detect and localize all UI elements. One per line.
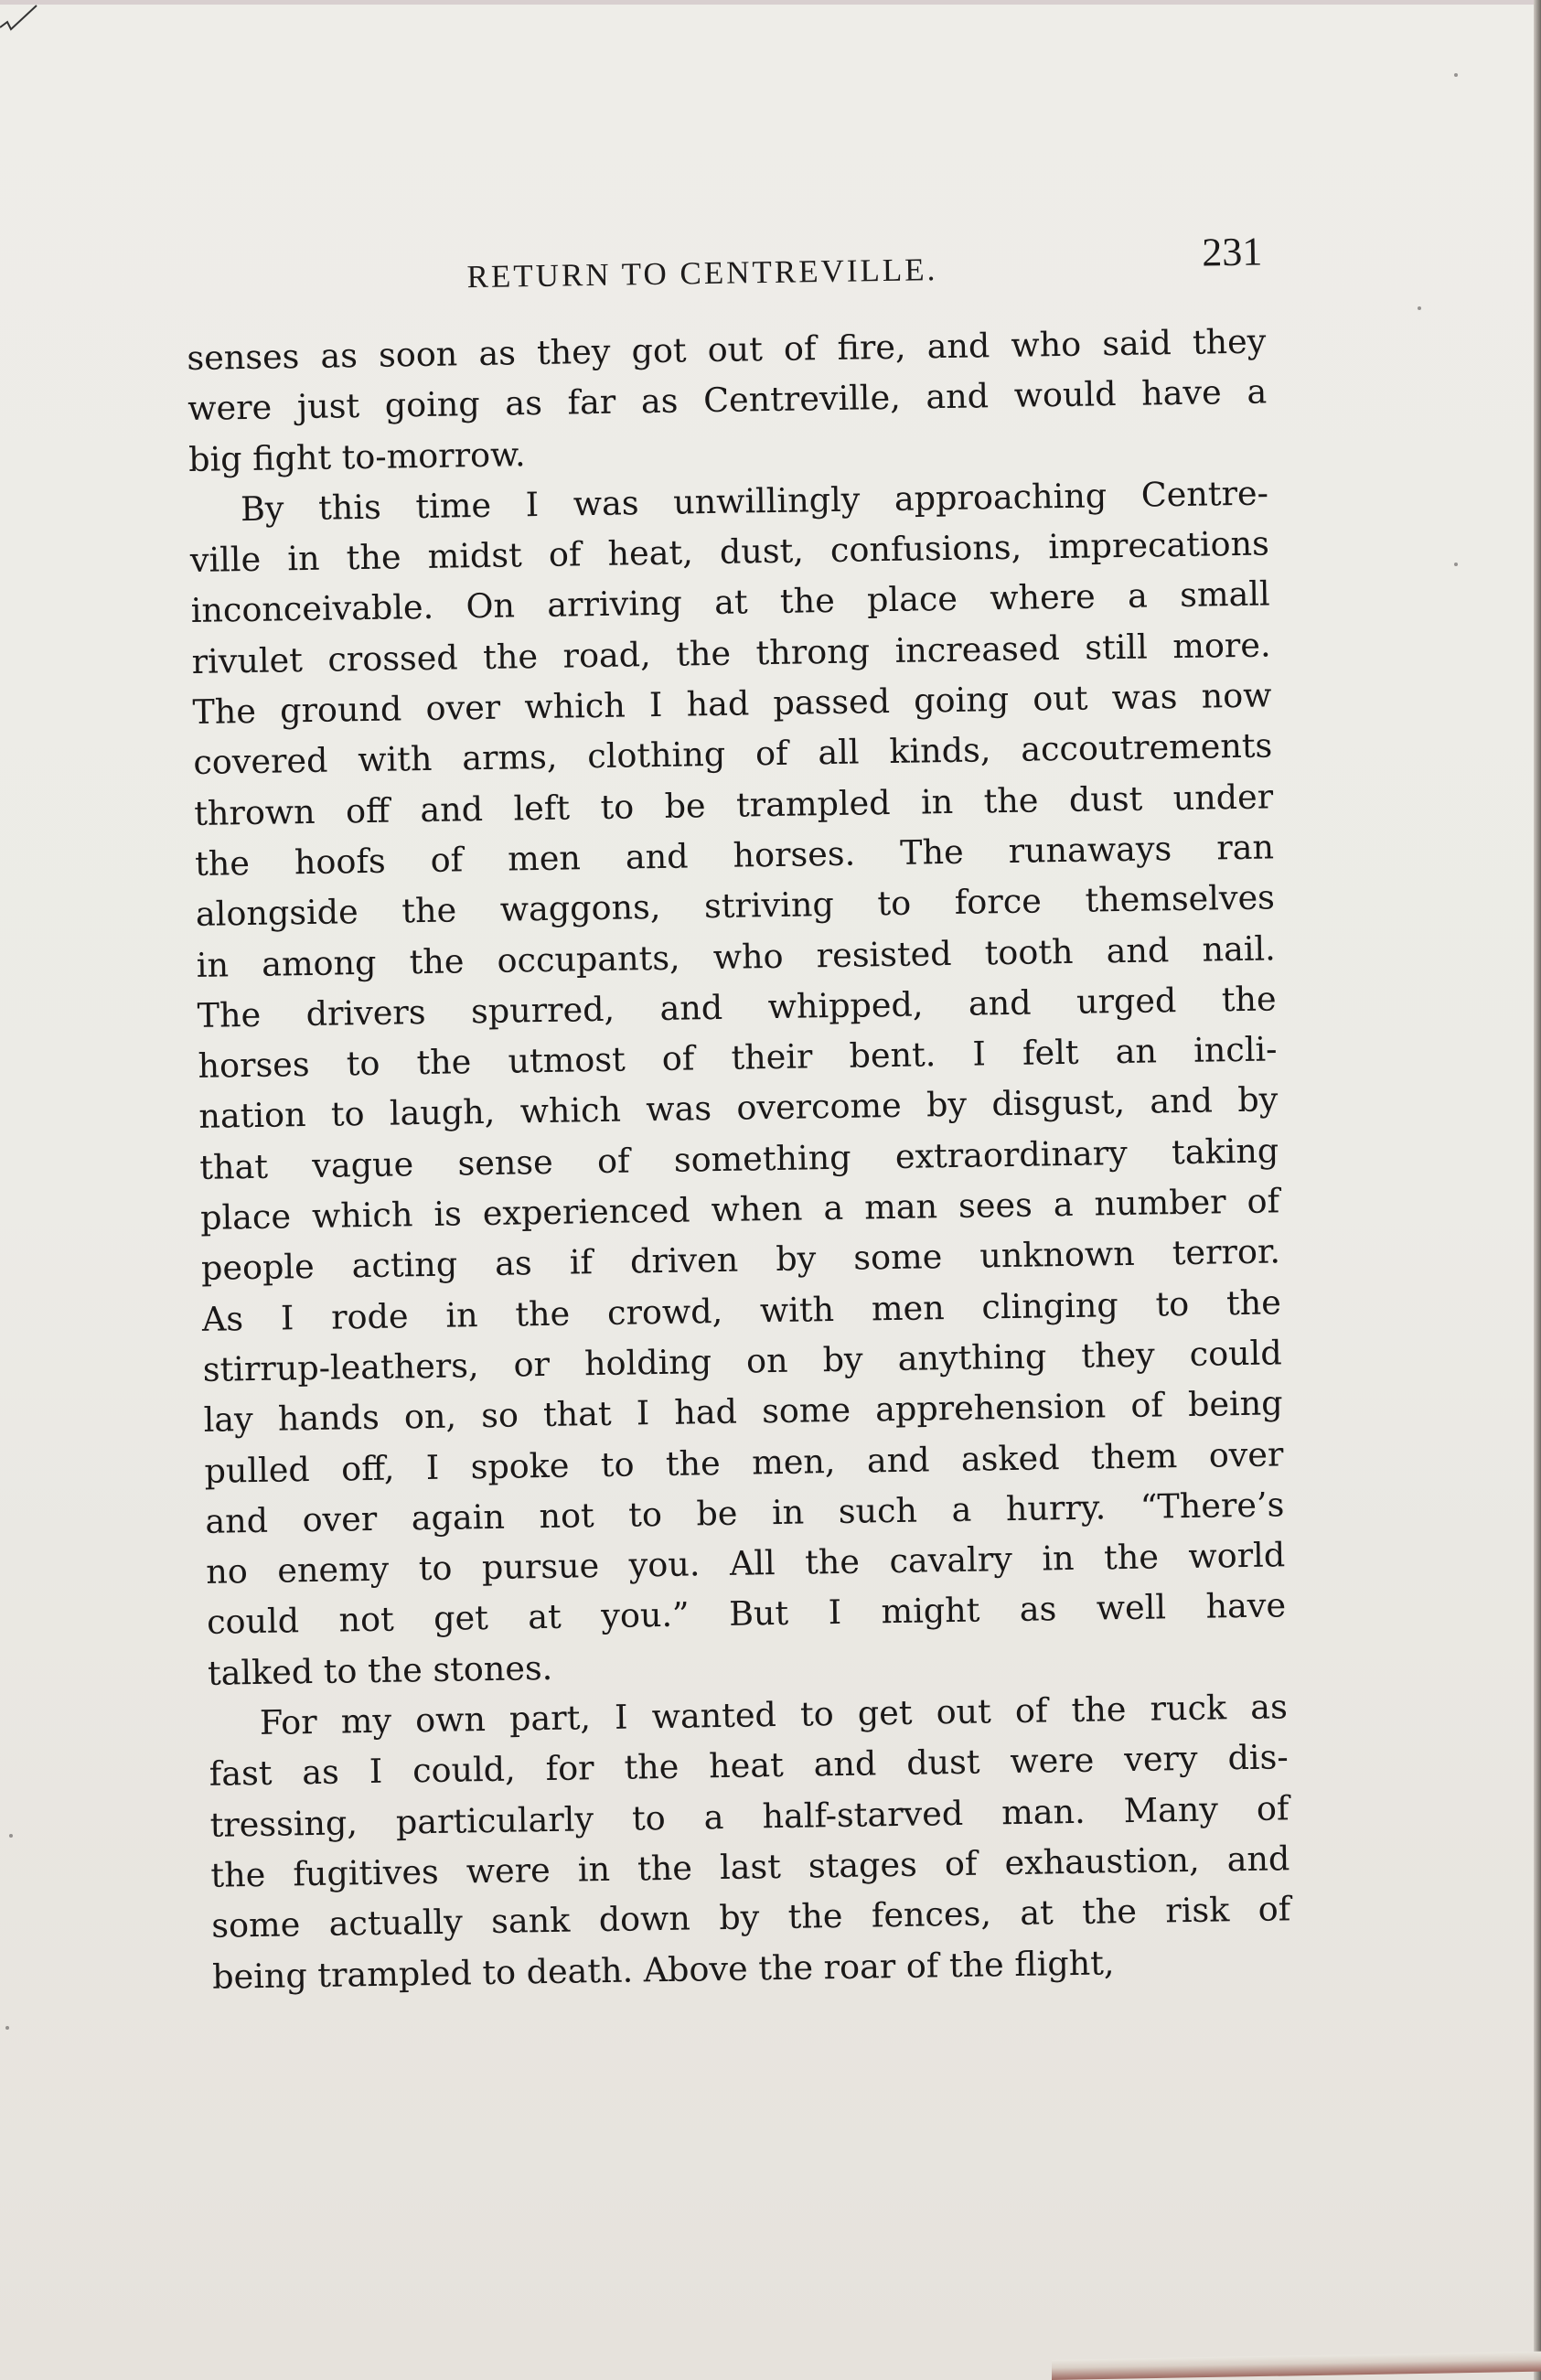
text-line: As I rode in the crowd, with men clinging to the <box>201 1281 1282 1339</box>
text-line: alongside the waggons, striving to force themselves <box>195 877 1276 935</box>
text-line: and over again not to be in such a hurry. “There’s <box>205 1485 1285 1541</box>
text-line: The ground over which I had passed going out was now <box>192 675 1272 733</box>
text-line: were just going as far as Centreville, and would have a <box>187 371 1268 429</box>
paragraph <box>187 316 1268 484</box>
text-line: big fight to-morrow. <box>187 434 526 479</box>
paper-speck <box>1454 563 1458 566</box>
text-line: stirrup-leathers, or holding on by anything they could <box>202 1333 1282 1389</box>
text-line: being trampled to death. Above the roar of the flight, <box>211 1942 1115 1997</box>
text-line: rivulet crossed the road, the throng increased still more. <box>191 625 1271 681</box>
text-line: senses as soon as they got out of fire, and who said they <box>187 321 1267 378</box>
page-number: 231 <box>1201 229 1263 275</box>
text-line: nation to laugh, which was overcome by disgust, and by <box>198 1079 1279 1137</box>
text-line: covered with arms, clothing of all kinds, accoutrements <box>193 725 1273 783</box>
text-line: inconceivable. On arriving at the place where a small <box>190 574 1270 631</box>
text-line: that vague sense of something extraordinary taking <box>198 1131 1279 1187</box>
text-line: thrown off and left to be trampled in the dust under <box>193 777 1274 833</box>
paragraph <box>208 1681 1291 2001</box>
text-line: could not get at you.” But I might as well have <box>206 1585 1287 1643</box>
running-head <box>183 228 1263 300</box>
text-line: in among the occupants, who resisted tooth and nail. <box>196 927 1277 985</box>
text-line: By this time I was unwillingly approaching Centre- <box>240 473 1269 529</box>
text-line: some actually sank down by the fences, at the risk of <box>211 1889 1291 1946</box>
paper-speck <box>1454 73 1458 77</box>
corner-pencil-mark <box>0 0 40 46</box>
paper-speck <box>1418 306 1421 310</box>
text-line: people acting as if driven by some unknown terror. <box>200 1231 1281 1289</box>
running-title: RETURN TO CENTREVILLE. <box>466 252 938 295</box>
paper-speck <box>9 1834 13 1838</box>
text-line: horses to the utmost of their bent. I felt an incli- <box>198 1029 1278 1087</box>
page-bottom-edge <box>1052 2352 1541 2380</box>
text-line: pulled off, I spoke to the men, and asked them over <box>204 1433 1284 1491</box>
text-line: For my own part, I wanted to get out of the ruck as <box>259 1687 1289 1742</box>
text-line: The drivers spurred, and whipped, and urged the <box>197 979 1277 1035</box>
text-line: talked to the stones. <box>207 1647 553 1693</box>
text-line: tressing, particularly to a half-starved man. Many of <box>209 1787 1290 1845</box>
paragraph <box>189 467 1288 1698</box>
text-line: ville in the midst of heat, dust, confusions, imprecations <box>189 523 1270 581</box>
paper-speck <box>5 2026 9 2030</box>
page-top-edge <box>0 0 1541 5</box>
text-line: lay hands on, so that I had some apprehension of being <box>203 1383 1283 1441</box>
page-right-edge <box>1534 0 1541 2380</box>
text-line: no enemy to pursue you. All the cavalry in the world <box>205 1535 1286 1592</box>
text-line: place which is experienced when a man sees a number of <box>199 1181 1280 1238</box>
body-text <box>187 316 1292 2001</box>
text-line: fast as I could, for the heat and dust were very dis- <box>209 1737 1289 1795</box>
text-line: the fugitives were in the last stages of exhaustion, and <box>210 1839 1290 1895</box>
text-line: the hoofs of men and horses. The runaways ran <box>194 827 1275 884</box>
